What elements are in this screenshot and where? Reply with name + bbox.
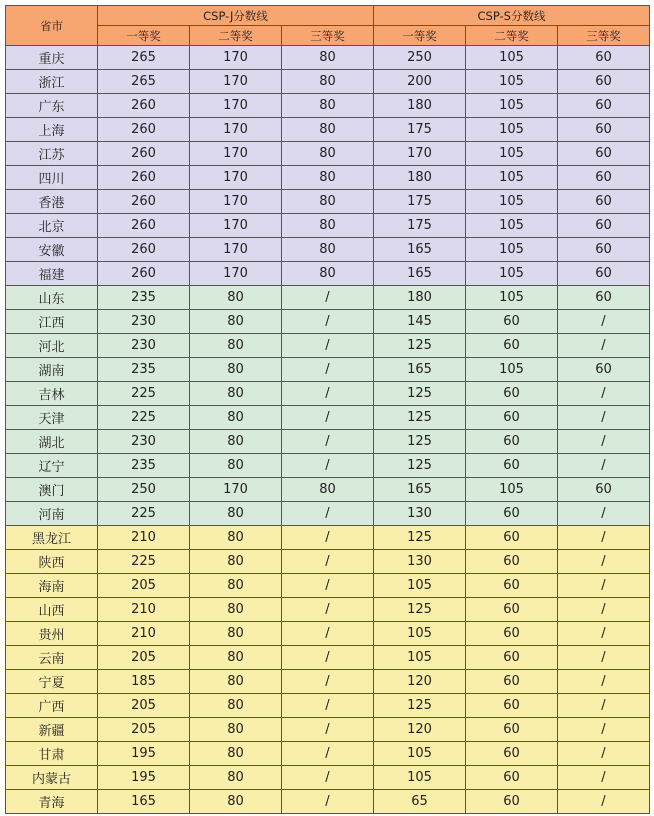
table-row (6, 526, 650, 550)
table-body (6, 46, 650, 814)
csp-s-second-cell: 105 (466, 166, 558, 190)
csp-j-second-cell: 170 (190, 238, 282, 262)
csp-j-third-cell: / (282, 502, 374, 526)
csp-s-second-cell: 105 (466, 94, 558, 118)
csp-s-third-cell: / (558, 622, 650, 646)
province-header: 省市 (6, 6, 98, 46)
csp-j-first-cell: 260 (98, 262, 190, 286)
csp-s-second-cell: 60 (466, 670, 558, 694)
csp-j-third-cell: / (282, 718, 374, 742)
csp-s-first-cell: 130 (374, 502, 466, 526)
csp-s-third-cell: 60 (558, 142, 650, 166)
csp-j-first-cell: 210 (98, 526, 190, 550)
csp-s-third-cell: 60 (558, 70, 650, 94)
score-table (5, 5, 650, 814)
csp-s-third-cell: 60 (558, 46, 650, 70)
province-cell: 宁夏 (6, 670, 98, 694)
csp-j-first-cell: 250 (98, 478, 190, 502)
csp-j-third-cell: / (282, 406, 374, 430)
csp-j-first-cell: 205 (98, 718, 190, 742)
csp-s-third-cell: / (558, 430, 650, 454)
csp-j-first-cell: 260 (98, 190, 190, 214)
csp-j-second-cell: 170 (190, 478, 282, 502)
csp-j-second-cell: 80 (190, 790, 282, 814)
csp-s-third-cell: 60 (558, 94, 650, 118)
csp-s-first-cell: 175 (374, 118, 466, 142)
csp-j-second-cell: 170 (190, 190, 282, 214)
csp-j-third-cell: 80 (282, 118, 374, 142)
csp-j-third-cell: / (282, 622, 374, 646)
csp-j-first-cell: 260 (98, 238, 190, 262)
table-row (6, 46, 650, 70)
csp-j-third-cell: 80 (282, 478, 374, 502)
province-cell: 青海 (6, 790, 98, 814)
csp-s-first-cell: 180 (374, 166, 466, 190)
province-cell: 安徽 (6, 238, 98, 262)
csp-j-third-cell: / (282, 550, 374, 574)
csp-j-second-cell: 80 (190, 358, 282, 382)
table-row (6, 166, 650, 190)
table-row (6, 574, 650, 598)
csp-s-second-cell: 60 (466, 334, 558, 358)
province-cell: 香港 (6, 190, 98, 214)
province-cell: 天津 (6, 406, 98, 430)
csp-s-third-cell: / (558, 766, 650, 790)
csp-j-second-cell: 80 (190, 454, 282, 478)
csp-j-first-cell: 195 (98, 742, 190, 766)
csp-j-first-cell: 230 (98, 310, 190, 334)
csp-s-second-cell: 60 (466, 694, 558, 718)
csp-j-first-cell: 225 (98, 502, 190, 526)
csp-j-first-prize-header: 一等奖 (98, 26, 190, 46)
table-row (6, 646, 650, 670)
csp-s-first-cell: 180 (374, 94, 466, 118)
csp-s-second-cell: 60 (466, 502, 558, 526)
csp-s-first-cell: 125 (374, 382, 466, 406)
csp-j-first-cell: 185 (98, 670, 190, 694)
table-row (6, 286, 650, 310)
csp-j-header: CSP-J分数线 (98, 6, 374, 26)
csp-s-second-cell: 105 (466, 46, 558, 70)
csp-s-header: CSP-S分数线 (374, 6, 650, 26)
csp-s-third-cell: 60 (558, 214, 650, 238)
csp-s-third-cell: 60 (558, 238, 650, 262)
csp-s-third-cell: / (558, 790, 650, 814)
csp-s-second-cell: 60 (466, 526, 558, 550)
csp-s-second-cell: 60 (466, 550, 558, 574)
csp-s-first-cell: 105 (374, 646, 466, 670)
province-cell: 北京 (6, 214, 98, 238)
csp-s-first-cell: 105 (374, 742, 466, 766)
csp-s-second-cell: 105 (466, 478, 558, 502)
table-row (6, 406, 650, 430)
csp-s-third-cell: 60 (558, 190, 650, 214)
csp-j-second-cell: 80 (190, 526, 282, 550)
csp-j-third-cell: / (282, 598, 374, 622)
csp-j-third-cell: 80 (282, 94, 374, 118)
csp-s-third-cell: / (558, 646, 650, 670)
csp-s-first-cell: 120 (374, 670, 466, 694)
csp-j-first-cell: 235 (98, 286, 190, 310)
csp-s-second-cell: 60 (466, 454, 558, 478)
csp-s-first-cell: 125 (374, 334, 466, 358)
csp-s-second-cell: 105 (466, 70, 558, 94)
table-row (6, 502, 650, 526)
csp-s-first-cell: 175 (374, 214, 466, 238)
csp-s-third-cell: / (558, 598, 650, 622)
table-row (6, 670, 650, 694)
csp-s-second-cell: 60 (466, 430, 558, 454)
csp-j-second-cell: 80 (190, 430, 282, 454)
csp-j-third-cell: / (282, 334, 374, 358)
csp-j-first-cell: 260 (98, 94, 190, 118)
csp-j-first-cell: 225 (98, 382, 190, 406)
csp-j-first-cell: 260 (98, 166, 190, 190)
csp-s-second-cell: 60 (466, 622, 558, 646)
csp-s-first-cell: 250 (374, 46, 466, 70)
csp-s-first-cell: 105 (374, 574, 466, 598)
csp-s-third-cell: 60 (558, 118, 650, 142)
table-row (6, 238, 650, 262)
table-row (6, 622, 650, 646)
csp-j-third-cell: / (282, 382, 374, 406)
csp-j-second-cell: 80 (190, 622, 282, 646)
table-row (6, 334, 650, 358)
csp-j-second-cell: 80 (190, 574, 282, 598)
csp-j-second-cell: 80 (190, 766, 282, 790)
province-cell: 黑龙江 (6, 526, 98, 550)
csp-s-third-cell: 60 (558, 478, 650, 502)
table-row (6, 550, 650, 574)
csp-s-second-cell: 105 (466, 190, 558, 214)
csp-s-first-cell: 120 (374, 718, 466, 742)
table-row (6, 454, 650, 478)
csp-j-first-cell: 235 (98, 454, 190, 478)
csp-s-second-cell: 105 (466, 262, 558, 286)
csp-s-first-cell: 145 (374, 310, 466, 334)
province-cell: 四川 (6, 166, 98, 190)
province-cell: 江苏 (6, 142, 98, 166)
table-row (6, 310, 650, 334)
csp-s-first-cell: 125 (374, 598, 466, 622)
csp-s-third-cell: 60 (558, 166, 650, 190)
csp-j-third-cell: 80 (282, 214, 374, 238)
province-cell: 吉林 (6, 382, 98, 406)
csp-j-third-cell: 80 (282, 190, 374, 214)
csp-j-second-cell: 170 (190, 214, 282, 238)
csp-s-third-cell: / (558, 334, 650, 358)
csp-s-second-cell: 60 (466, 382, 558, 406)
province-cell: 内蒙古 (6, 766, 98, 790)
csp-s-first-cell: 105 (374, 622, 466, 646)
csp-j-third-cell: / (282, 790, 374, 814)
csp-s-first-cell: 170 (374, 142, 466, 166)
csp-s-third-cell: / (558, 526, 650, 550)
csp-j-second-cell: 80 (190, 286, 282, 310)
csp-j-second-cell: 80 (190, 382, 282, 406)
csp-s-second-cell: 60 (466, 574, 558, 598)
csp-j-first-cell: 205 (98, 646, 190, 670)
csp-j-third-cell: / (282, 574, 374, 598)
csp-s-second-cell: 60 (466, 718, 558, 742)
csp-j-first-cell: 230 (98, 430, 190, 454)
csp-s-second-cell: 105 (466, 214, 558, 238)
csp-j-third-cell: / (282, 454, 374, 478)
table-row (6, 382, 650, 406)
province-cell: 澳门 (6, 478, 98, 502)
table-row (6, 694, 650, 718)
csp-s-third-cell: / (558, 382, 650, 406)
csp-s-second-prize-header: 二等奖 (466, 26, 558, 46)
csp-s-third-cell: 60 (558, 262, 650, 286)
province-cell: 湖南 (6, 358, 98, 382)
province-cell: 广东 (6, 94, 98, 118)
csp-j-second-prize-header: 二等奖 (190, 26, 282, 46)
csp-s-second-cell: 60 (466, 310, 558, 334)
csp-s-third-cell: / (558, 670, 650, 694)
csp-s-third-cell: / (558, 502, 650, 526)
province-cell: 陕西 (6, 550, 98, 574)
csp-j-second-cell: 80 (190, 670, 282, 694)
csp-j-second-cell: 170 (190, 118, 282, 142)
table-row (6, 790, 650, 814)
table-row (6, 262, 650, 286)
csp-j-first-cell: 260 (98, 118, 190, 142)
csp-s-first-cell: 200 (374, 70, 466, 94)
table-row (6, 358, 650, 382)
csp-j-third-cell: 80 (282, 262, 374, 286)
csp-j-third-cell: / (282, 310, 374, 334)
csp-j-second-cell: 80 (190, 310, 282, 334)
csp-j-second-cell: 80 (190, 694, 282, 718)
csp-s-first-cell: 130 (374, 550, 466, 574)
csp-s-second-cell: 60 (466, 406, 558, 430)
csp-j-second-cell: 80 (190, 718, 282, 742)
csp-j-third-cell: / (282, 766, 374, 790)
csp-j-second-cell: 170 (190, 262, 282, 286)
csp-s-third-cell: / (558, 406, 650, 430)
province-cell: 上海 (6, 118, 98, 142)
csp-s-second-cell: 105 (466, 118, 558, 142)
csp-j-first-cell: 225 (98, 406, 190, 430)
csp-s-third-cell: 60 (558, 358, 650, 382)
csp-j-third-cell: / (282, 526, 374, 550)
province-cell: 重庆 (6, 46, 98, 70)
csp-j-second-cell: 80 (190, 502, 282, 526)
csp-s-first-cell: 175 (374, 190, 466, 214)
csp-j-third-cell: / (282, 670, 374, 694)
csp-s-first-prize-header: 一等奖 (374, 26, 466, 46)
csp-s-third-cell: / (558, 718, 650, 742)
csp-j-third-cell: 80 (282, 166, 374, 190)
csp-j-third-cell: 80 (282, 142, 374, 166)
csp-s-first-cell: 125 (374, 454, 466, 478)
csp-j-third-cell: / (282, 358, 374, 382)
csp-s-first-cell: 125 (374, 526, 466, 550)
csp-j-first-cell: 235 (98, 358, 190, 382)
province-cell: 广西 (6, 694, 98, 718)
csp-s-third-cell: / (558, 550, 650, 574)
table-row (6, 742, 650, 766)
csp-j-third-cell: 80 (282, 238, 374, 262)
province-cell: 湖北 (6, 430, 98, 454)
csp-j-second-cell: 170 (190, 166, 282, 190)
csp-j-second-cell: 80 (190, 406, 282, 430)
csp-j-second-cell: 170 (190, 94, 282, 118)
csp-s-third-cell: 60 (558, 286, 650, 310)
csp-s-third-cell: / (558, 310, 650, 334)
province-cell: 江西 (6, 310, 98, 334)
csp-s-first-cell: 125 (374, 694, 466, 718)
csp-s-third-cell: / (558, 574, 650, 598)
csp-s-second-cell: 60 (466, 742, 558, 766)
province-cell: 云南 (6, 646, 98, 670)
province-cell: 河南 (6, 502, 98, 526)
csp-s-first-cell: 125 (374, 406, 466, 430)
table-row (6, 478, 650, 502)
csp-j-first-cell: 260 (98, 142, 190, 166)
csp-j-second-cell: 80 (190, 550, 282, 574)
csp-s-second-cell: 105 (466, 142, 558, 166)
csp-s-second-cell: 60 (466, 646, 558, 670)
csp-s-second-cell: 105 (466, 358, 558, 382)
csp-j-third-cell: / (282, 430, 374, 454)
csp-s-third-cell: / (558, 742, 650, 766)
csp-s-first-cell: 105 (374, 766, 466, 790)
csp-j-third-cell: 80 (282, 70, 374, 94)
csp-s-first-cell: 165 (374, 358, 466, 382)
csp-j-first-cell: 265 (98, 46, 190, 70)
csp-j-second-cell: 80 (190, 334, 282, 358)
province-cell: 贵州 (6, 622, 98, 646)
province-cell: 浙江 (6, 70, 98, 94)
csp-j-first-cell: 205 (98, 574, 190, 598)
csp-s-first-cell: 125 (374, 430, 466, 454)
csp-s-second-cell: 105 (466, 286, 558, 310)
table-row (6, 190, 650, 214)
province-cell: 新疆 (6, 718, 98, 742)
csp-j-first-cell: 165 (98, 790, 190, 814)
province-cell: 山西 (6, 598, 98, 622)
csp-j-first-cell: 225 (98, 550, 190, 574)
table-row (6, 94, 650, 118)
province-cell: 甘肃 (6, 742, 98, 766)
csp-j-first-cell: 210 (98, 622, 190, 646)
csp-s-first-cell: 165 (374, 262, 466, 286)
csp-s-second-cell: 60 (466, 598, 558, 622)
province-cell: 辽宁 (6, 454, 98, 478)
csp-j-second-cell: 170 (190, 46, 282, 70)
csp-s-second-cell: 105 (466, 238, 558, 262)
csp-s-third-prize-header: 三等奖 (558, 26, 650, 46)
csp-s-third-cell: / (558, 454, 650, 478)
csp-j-third-cell: 80 (282, 46, 374, 70)
province-cell: 河北 (6, 334, 98, 358)
csp-j-second-cell: 80 (190, 646, 282, 670)
csp-j-second-cell: 80 (190, 742, 282, 766)
table-row (6, 118, 650, 142)
province-cell: 海南 (6, 574, 98, 598)
csp-s-first-cell: 165 (374, 238, 466, 262)
csp-j-first-cell: 205 (98, 694, 190, 718)
table-row (6, 766, 650, 790)
table-row (6, 598, 650, 622)
csp-j-third-cell: / (282, 694, 374, 718)
csp-j-third-cell: / (282, 286, 374, 310)
csp-j-second-cell: 170 (190, 142, 282, 166)
province-cell: 山东 (6, 286, 98, 310)
csp-j-third-prize-header: 三等奖 (282, 26, 374, 46)
csp-s-first-cell: 65 (374, 790, 466, 814)
csp-s-second-cell: 60 (466, 766, 558, 790)
csp-s-second-cell: 60 (466, 790, 558, 814)
csp-s-first-cell: 165 (374, 478, 466, 502)
csp-j-first-cell: 210 (98, 598, 190, 622)
table-header (6, 6, 650, 46)
table-row (6, 70, 650, 94)
csp-j-second-cell: 80 (190, 598, 282, 622)
table-row (6, 214, 650, 238)
table-row (6, 718, 650, 742)
csp-j-third-cell: / (282, 646, 374, 670)
csp-j-first-cell: 260 (98, 214, 190, 238)
table-row (6, 430, 650, 454)
csp-j-first-cell: 265 (98, 70, 190, 94)
csp-s-third-cell: / (558, 694, 650, 718)
csp-j-first-cell: 195 (98, 766, 190, 790)
csp-s-first-cell: 180 (374, 286, 466, 310)
csp-j-second-cell: 170 (190, 70, 282, 94)
csp-j-first-cell: 230 (98, 334, 190, 358)
csp-j-third-cell: / (282, 742, 374, 766)
province-cell: 福建 (6, 262, 98, 286)
table-row (6, 142, 650, 166)
